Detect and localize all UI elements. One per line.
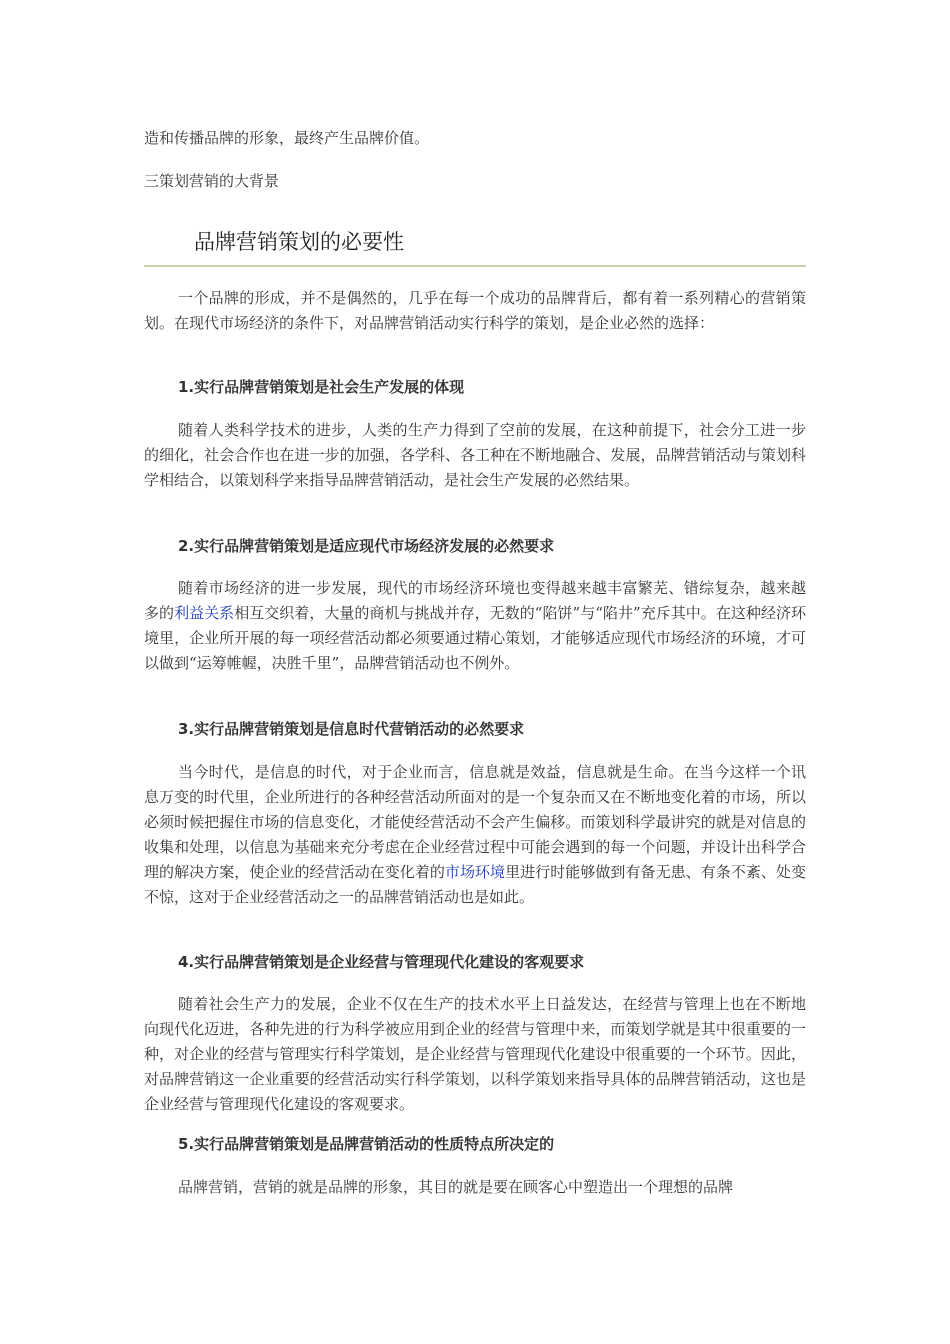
section-heading-1: 1.实行品牌营销策划是社会生产发展的体现 xyxy=(178,378,465,396)
lead-paragraph: 一个品牌的形成，并不是偶然的，几乎在每一个成功的品牌背后，都有着一系列精心的营销策划。在现代市场经济的条件下，对品牌营销活动实行科学的策划，是企业必然的选择： xyxy=(144,289,806,332)
link-market-environment[interactable]: 市场环境 xyxy=(444,863,506,881)
intro-line: 造和传播品牌的形象，最终产生品牌价值。 xyxy=(144,129,430,147)
section-heading-4: 4.实行品牌营销策划是企业经营与管理现代化建设的客观要求 xyxy=(178,953,585,971)
section-heading-3: 3.实行品牌营销策划是信息时代营销活动的必然要求 xyxy=(178,720,525,738)
section-paragraph-2: 随着市场经济的进一步发展，现代的市场经济环境也变得越来越丰富繁芜、错综复杂，越来越多的利益关系相互交织着，大量的商机与挑战并存，无数的“陷饼”与“陷井”充斥其中。在这种经济环境里，企业所开展的每一项经营活动都必须要通过精心策划，才能够适应现代市场经济的环境，才可以做到“运筹帷幄，决胜千里”，品牌营销活动也不例外。 xyxy=(144,579,806,672)
section-paragraph-3: 当今时代，是信息的时代，对于企业而言，信息就是效益，信息就是生命。在当今这样一个讯息万变的时代里，企业所进行的各种经营活动所面对的是一个复杂而又在不断地变化着的市场，所以必须时候把握住市场的信息变化，才能使经营活动不会产生偏移。而策划科学最讲究的就是对信息的收集和处理，以信息为基础来充分考虑在企业经营过程中可能会遇到的每一个问题，并设计出科学合理的解决方案，使企业的经营活动在变化着的市场环境里进行时能够做到有备无患、有条不紊、处变不惊，这对于企业经营活动之一的品牌营销活动也是如此。 xyxy=(144,763,806,906)
title-divider xyxy=(144,265,806,267)
link-interest-relations[interactable]: 利益关系 xyxy=(174,604,235,622)
section-paragraph-4: 随着社会生产力的发展，企业不仅在生产的技术水平上日益发达，在经营与管理上也在不断地向现代化迈进，各种先进的行为科学被应用到企业的经营与管理中来，而策划学就是其中很重要的一种，对企业的经营与管理实行科学策划，是企业经营与管理现代化建设中很重要的一个环节。因此，对品牌营销这一企业重要的经营活动实行科学策划，以科学策划来指导具体的品牌营销活动，这也是企业经营与管理现代化建设的客观要求。 xyxy=(144,995,806,1113)
section-heading-5: 5.实行品牌营销策划是品牌营销活动的性质特点所决定的 xyxy=(178,1135,555,1153)
page-title: 品牌营销策划的必要性 xyxy=(194,230,404,254)
section-heading-2: 2.实行品牌营销策划是适应现代市场经济发展的必然要求 xyxy=(178,537,555,555)
section-paragraph-5: 品牌营销，营销的就是品牌的形象，其目的就是要在顾客心中塑造出一个理想的品牌 xyxy=(178,1178,734,1196)
section-line: 三策划营销的大背景 xyxy=(144,172,280,190)
section-paragraph-1: 随着人类科学技术的进步，人类的生产力得到了空前的发展，在这种前提下，社会分工进一步的细化，社会合作也在进一步的加强，各学科、各工种在不断地融合、发展，品牌营销活动与策划科学相结合，以策划科学来指导品牌营销活动，是社会生产发展的必然结果。 xyxy=(144,421,806,489)
